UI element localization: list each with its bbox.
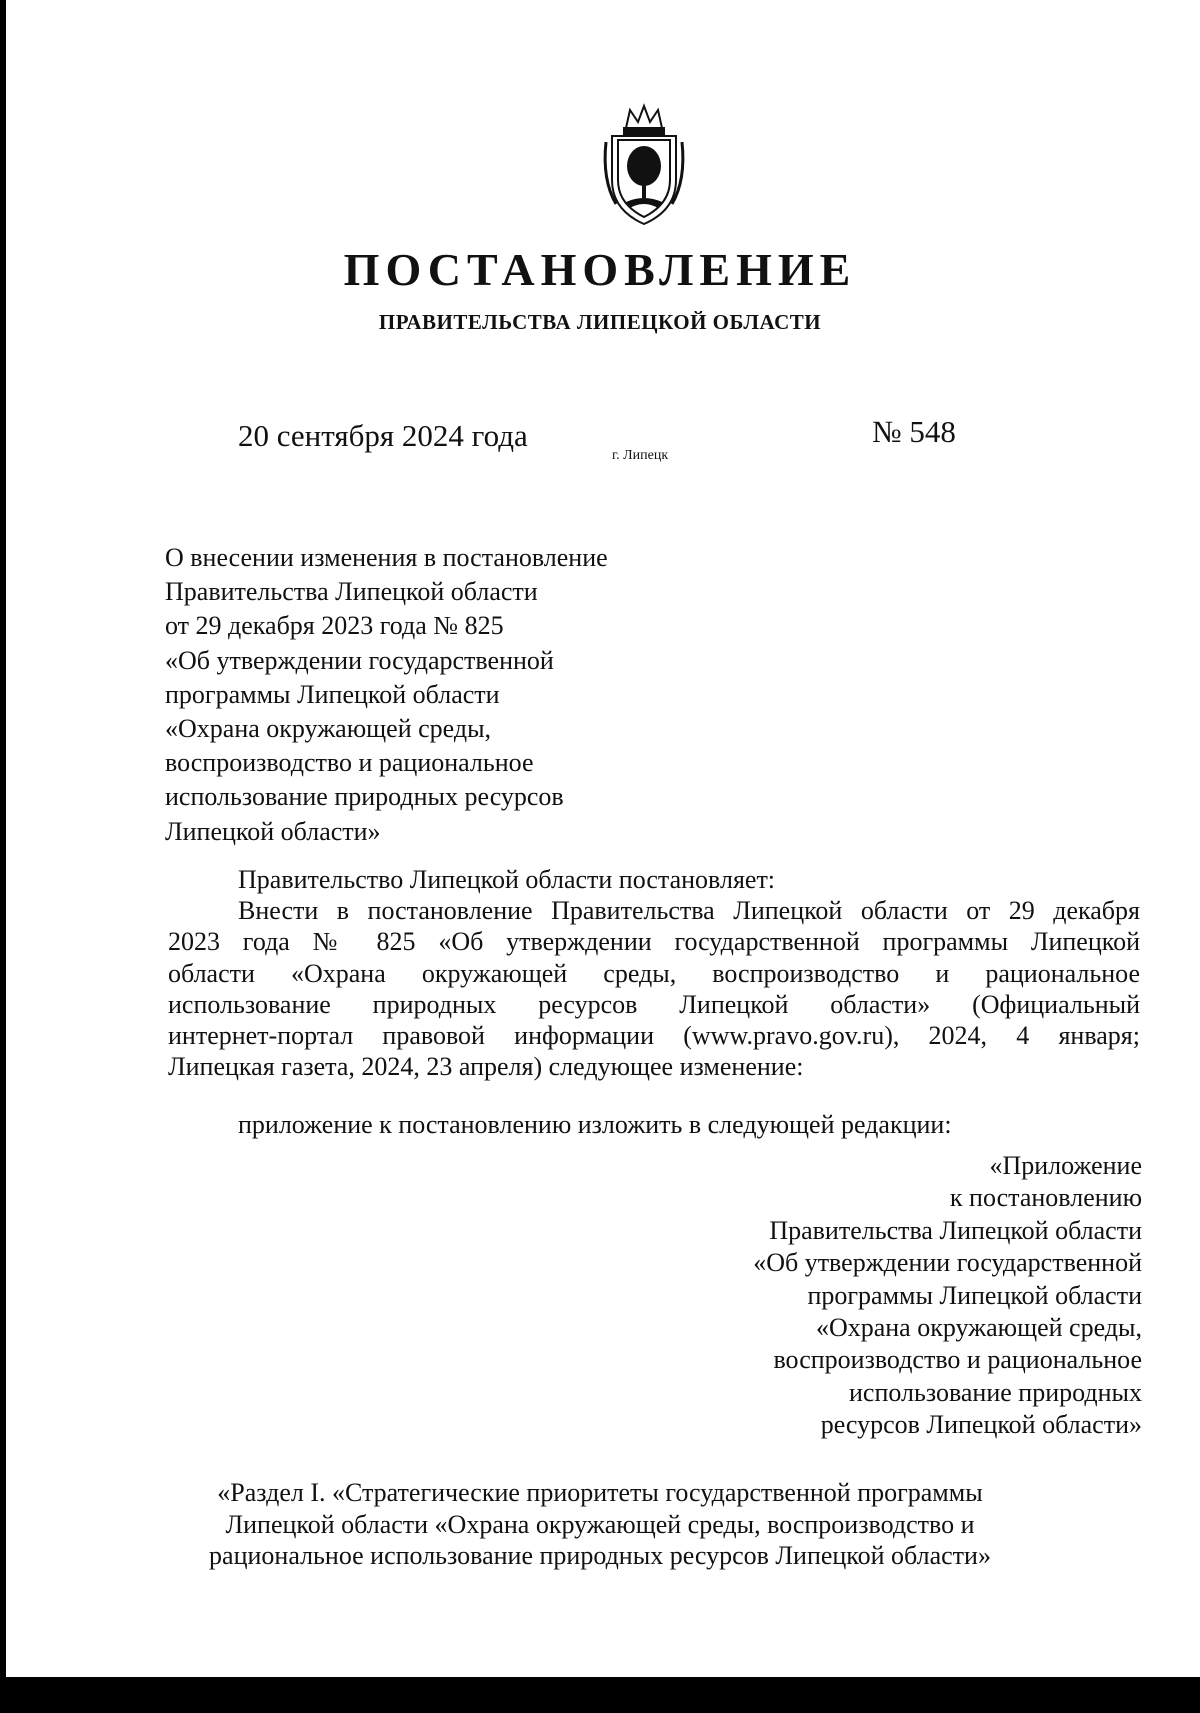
subject-line: Правительства Липецкой области bbox=[165, 577, 538, 607]
subject-line: воспроизводство и рациональное bbox=[165, 748, 534, 778]
section-line: «Раздел I. «Стратегические приоритеты государственной программы bbox=[217, 1478, 983, 1507]
subject-line: «Об утверждении государственной bbox=[165, 645, 554, 675]
body-line: Внести в постановление Правительства Липецкой области от 29 декабря bbox=[238, 896, 1140, 925]
body-line: области «Охрана окружающей среды, воспроизводство и рациональное bbox=[168, 958, 1140, 988]
appendix-line: Правительства Липецкой области bbox=[769, 1215, 1142, 1245]
document-number: № 548 bbox=[872, 414, 956, 449]
document-city: г. Липецк bbox=[612, 448, 669, 463]
appendix-line: к постановлению bbox=[949, 1183, 1142, 1213]
section-line: Липецкой области «Охрана окружающей среды, воспроизводство и bbox=[225, 1509, 975, 1539]
document-subtitle: ПРАВИТЕЛЬСТВА ЛИПЕЦКОЙ ОБЛАСТИ bbox=[378, 310, 822, 334]
appendix-line: «Об утверждении государственной bbox=[753, 1248, 1142, 1278]
body-line: интернет-портал правовой информации (www.pravo.gov.ru), 2024, 4 января; bbox=[168, 1021, 1140, 1051]
section-line: рациональное использование природных ресурсов Липецкой области» bbox=[209, 1541, 991, 1570]
subject-line: программы Липецкой области bbox=[165, 679, 500, 709]
body-line: 2023 года № 825 «Об утверждении государственной программы Липецкой bbox=[168, 927, 1140, 957]
scan-edge-bottom bbox=[0, 1677, 1200, 1713]
document-title: ПОСТАНОВЛЕНИЕ bbox=[343, 244, 857, 295]
subject-line: Липецкой области» bbox=[165, 816, 381, 846]
document-date: 20 сентября 2024 года bbox=[238, 418, 528, 453]
appendix-line: ресурсов Липецкой области» bbox=[820, 1410, 1142, 1440]
appendix-line: воспроизводство и рациональное bbox=[773, 1345, 1142, 1375]
coat-of-arms-icon bbox=[596, 100, 692, 228]
appendix-line: использование природных bbox=[848, 1377, 1142, 1407]
document-subject bbox=[165, 541, 608, 849]
subject-line: от 29 декабря 2023 года № 825 bbox=[165, 611, 504, 641]
body-line: использование природных ресурсов Липецкой области» (Официальный bbox=[168, 989, 1140, 1019]
body-line: Липецкая газета, 2024, 23 апреля) следующее изменение: bbox=[168, 1052, 804, 1082]
appendix-line: программы Липецкой области bbox=[807, 1280, 1142, 1310]
body-paragraph bbox=[168, 895, 1140, 1083]
appendix-line: «Приложение bbox=[989, 1151, 1142, 1180]
subject-line: О внесении изменения в постановление bbox=[165, 543, 608, 572]
section-heading bbox=[0, 1477, 1200, 1572]
appendix-header bbox=[753, 1150, 1142, 1442]
subject-line: использование природных ресурсов bbox=[165, 782, 564, 812]
subject-line: «Охрана окружающей среды, bbox=[165, 714, 492, 744]
change-statement: приложение к постановлению изложить в следующей редакции: bbox=[238, 1110, 952, 1139]
appendix-line: «Охрана окружающей среды, bbox=[815, 1313, 1142, 1343]
decree-statement: Правительство Липецкой области постановляет: bbox=[238, 865, 776, 894]
